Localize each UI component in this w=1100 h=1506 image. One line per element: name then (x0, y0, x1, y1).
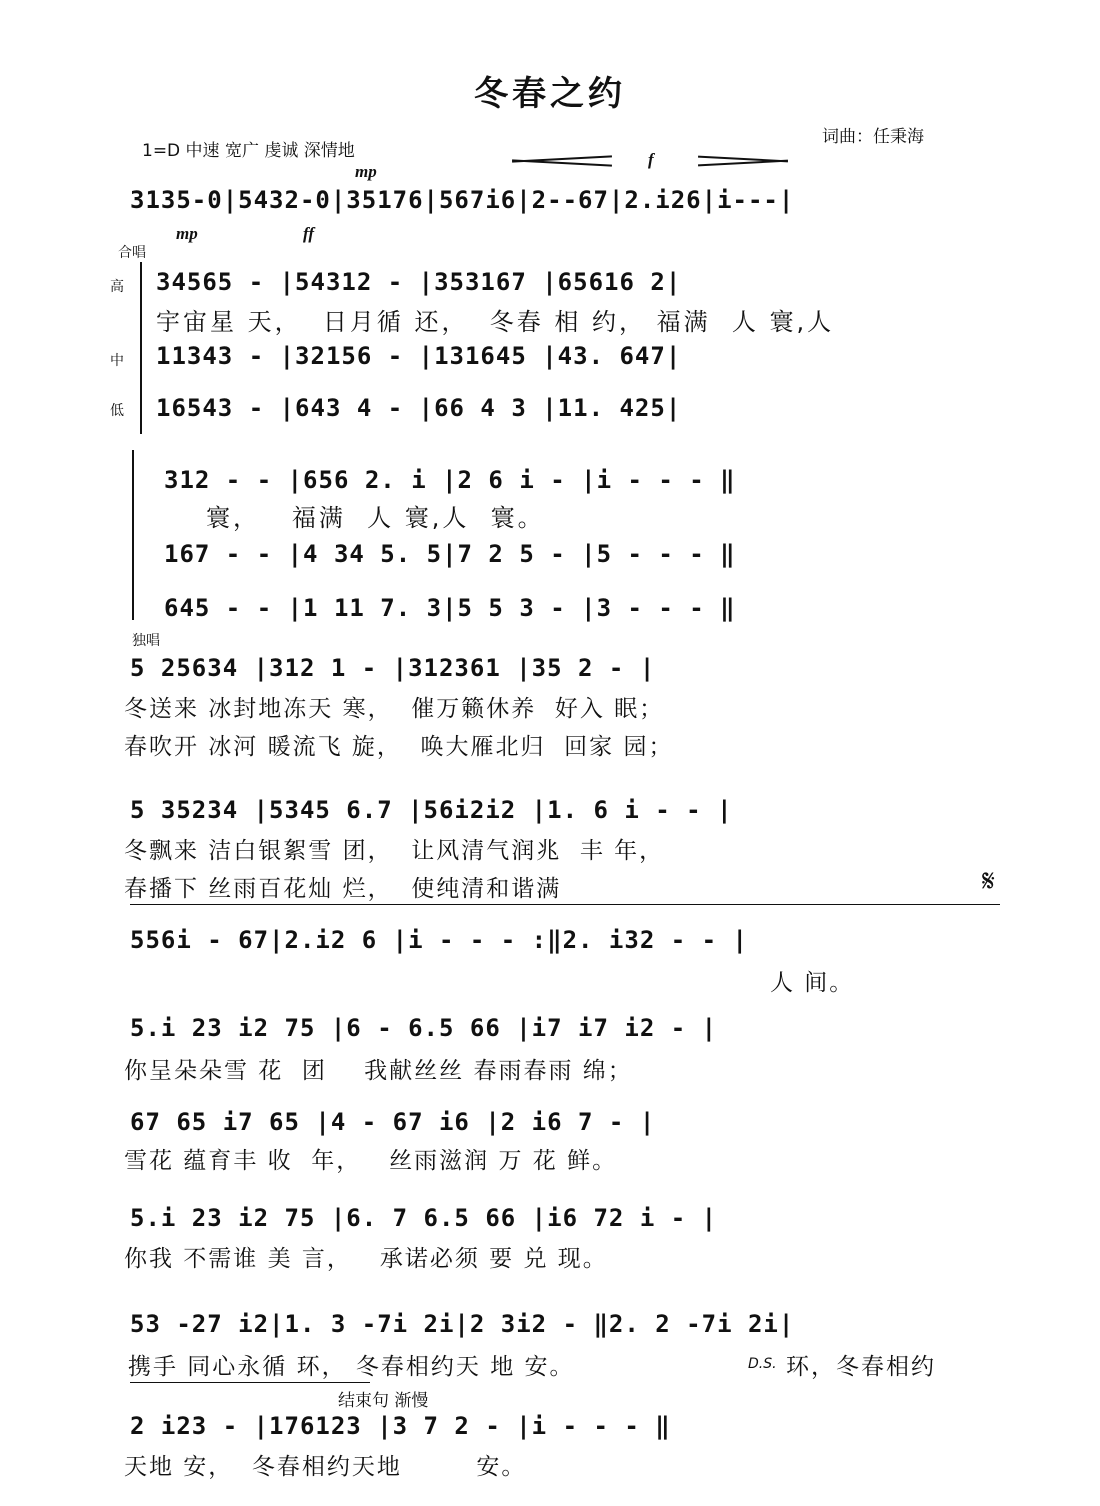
solo-lyrics: 携手 同心永循 环， 冬春相约天 地 安。 (128, 1354, 575, 1380)
chorus-low-line2: 645 - - |1 11 7. 3|5 5 3 - |3 - - - ‖ (164, 594, 736, 622)
key-tempo: 1=D 中速 宽广 虔诚 深情地 (142, 141, 355, 161)
solo-lyrics: 雪花 蕴育丰 收 年， 丝雨滋润 万 花 鲜。 (124, 1148, 618, 1174)
part-label-high: 高 (110, 279, 124, 295)
solo-notes: 53 -27 i2|1. 3 -7i 2i|2 3i2 - ‖2. 2 -7i 2i| (130, 1310, 795, 1338)
part-label-low: 低 (110, 403, 124, 419)
solo-lyrics-verse2: 春吹开 冰河 暖流飞 旋， 唤大雁北归 回家 园； (124, 734, 674, 760)
page-title: 冬春之约 (474, 74, 626, 114)
system-bracket (140, 262, 142, 434)
chorus-mid-line1: 11343 - |32156 - |131645 |43. 647| (156, 342, 682, 370)
intro-notes: 3135-0|5432-0|35176|567i6|2--67|2.i26|i---| (130, 186, 795, 214)
solo-notes: 5 25634 |312 1 - |312361 |35 2 - | (130, 654, 656, 682)
solo-notes: 2 i23 - |176123 |3 7 2 - |i - - - ‖ (130, 1412, 671, 1440)
chorus-high-lyrics1: 宇宙星 天， 日月循 还， 冬春 相 约， 福满 人 寰,人 (156, 308, 835, 336)
dynamic-mark: f (648, 150, 654, 169)
solo-lyrics: 天地 安， 冬春相约天地 安。 (124, 1454, 527, 1480)
crescendo-hairpin (512, 159, 612, 166)
chorus-high-line2: 312 - - |656 2. i |2 6 i - |i - - - ‖ (164, 466, 736, 494)
segno-sign: 𝄋 (982, 864, 995, 899)
solo-notes: 5.i 23 i2 75 |6 - 6.5 66 |i7 i7 i2 - | (130, 1014, 718, 1042)
solo-notes: 67 65 i7 65 |4 - 67 i6 |2 i6 7 - | (130, 1108, 656, 1136)
dynamic-mark: mp (355, 162, 377, 181)
part-label-mid: 中 (110, 353, 124, 369)
solo-lyrics-verse1: 冬飘来 洁白银絮雪 团， 让风清气润兆 丰 年， (124, 838, 665, 864)
solo-lyrics: 人 间。 (770, 970, 855, 996)
solo-notes: 5.i 23 i2 75 |6. 7 6.5 66 |i6 72 i - | (130, 1204, 718, 1232)
solo-notes: 556i - 67|2.i2 6 |i - - - :‖2. i32 - - | (130, 926, 748, 954)
solo-lyrics-verse1: 冬送来 冰封地冻天 寒， 催万籁休养 好入 眠； (124, 696, 665, 722)
ending-label: 结束句 渐慢 (338, 1391, 429, 1411)
solo-lyrics: 环，冬春相约 (786, 1354, 936, 1380)
volta-line (130, 904, 1000, 905)
chorus-low-line1: 16543 - |643 4 - |66 4 3 |11. 425| (156, 394, 682, 422)
solo-lyrics: 你我 不需谁 美 言， 承诺必须 要 兑 现。 (124, 1246, 608, 1272)
chorus-high-line1: 34565 - |54312 - |353167 |65616 2| (156, 268, 682, 296)
ds-mark: D.S. (748, 1356, 777, 1372)
composer-credit: 词曲：任秉海 (822, 127, 924, 147)
decrescendo-hairpin (698, 160, 788, 167)
solo-lyrics-verse2: 春播下 丝雨百花灿 烂， 使纯清和谐满 (124, 876, 562, 902)
chorus-mid-line2: 167 - - |4 34 5. 5|7 2 5 - |5 - - - ‖ (164, 540, 736, 568)
solo-notes: 5 35234 |5345 6.7 |56i2i2 |1. 6 i - - | (130, 796, 733, 824)
solo-lyrics: 你呈朵朵雪 花 团 我献丝丝 春雨春雨 绵； (124, 1058, 633, 1084)
system-bracket (132, 450, 134, 620)
dynamic-mark: mp (176, 224, 198, 243)
chorus-high-lyrics2: 寰， 福满 人 寰,人 寰。 (206, 504, 545, 532)
ending-line (130, 1382, 370, 1383)
dynamic-mark: ff (303, 224, 315, 243)
solo-label: 独唱 (132, 633, 160, 649)
chorus-label: 合唱 (118, 245, 146, 261)
